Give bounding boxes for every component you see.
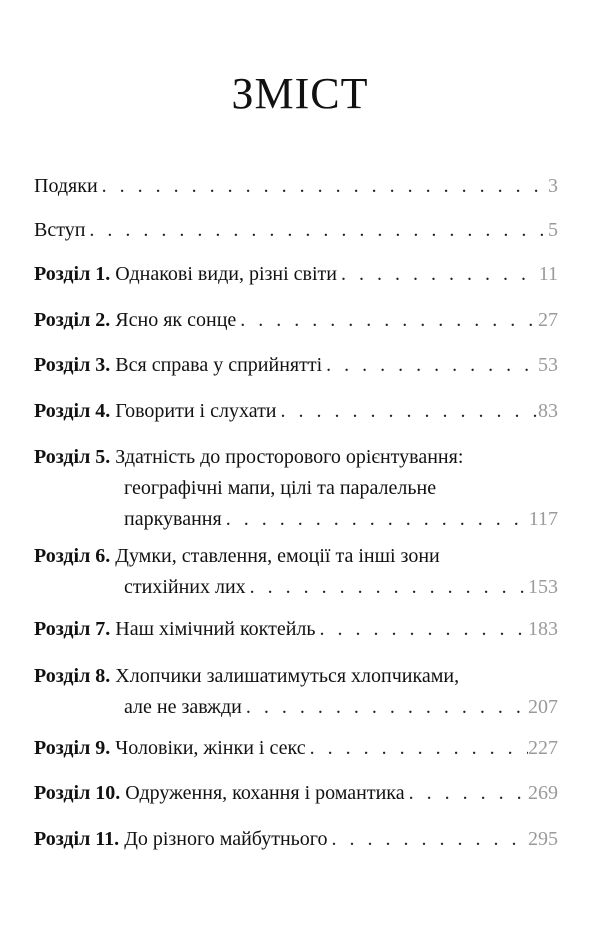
- toc-entry-label: Розділ 8.: [34, 665, 111, 687]
- dot-leader: [98, 171, 548, 202]
- toc-entry-title: Чоловіки, жінки і секс: [115, 737, 306, 759]
- dot-leader: [222, 504, 529, 535]
- dot-leader: [322, 350, 538, 381]
- toc-entry-page: 11: [538, 263, 558, 285]
- toc-entry[interactable]: [34, 661, 558, 723]
- toc-entry[interactable]: [34, 259, 558, 290]
- toc-entry[interactable]: [34, 350, 558, 381]
- toc-entry-page: 207: [528, 696, 558, 718]
- dot-leader: [327, 824, 528, 855]
- toc-entry[interactable]: [34, 778, 558, 809]
- toc-entry-title: Ясно як сонце: [115, 309, 237, 331]
- toc-entry-title: Думки, ставлення, емоції та інші зони: [115, 545, 440, 567]
- toc-entry[interactable]: [34, 614, 558, 645]
- toc-entry-label: Розділ 1.: [34, 263, 111, 285]
- page-title: ЗМІСТ: [231, 69, 369, 118]
- toc-entry-label: Розділ 3.: [34, 354, 111, 376]
- toc-entry[interactable]: [34, 442, 558, 535]
- toc-entry-page: 53: [538, 354, 558, 376]
- dot-leader: [405, 778, 528, 809]
- toc-entry-label: Розділ 9.: [34, 737, 111, 759]
- dot-leader: [337, 259, 539, 290]
- toc-entry[interactable]: [34, 396, 558, 427]
- toc-entry-title: Здатність до просторового орієнтування:: [115, 446, 464, 468]
- toc-entry-page: 27: [538, 309, 558, 331]
- toc-entry-page: 183: [528, 618, 558, 640]
- dot-leader: [306, 733, 528, 764]
- dot-leader: [277, 396, 538, 427]
- toc-entry[interactable]: [34, 305, 558, 336]
- dot-leader: [236, 305, 538, 336]
- toc-entry-title: Вся справа у сприйнятті: [115, 354, 323, 376]
- toc-entry-title: Вступ: [34, 219, 86, 241]
- dot-leader: [85, 215, 548, 246]
- toc-entry-page: 83: [538, 400, 558, 422]
- toc-entry-label: Розділ 2.: [34, 309, 111, 331]
- dot-leader: [242, 692, 528, 723]
- toc-entry-label: Розділ 6.: [34, 545, 111, 567]
- toc-entry-title-cont: стихійних лих: [124, 576, 246, 598]
- toc-entry-label: Розділ 5.: [34, 446, 111, 468]
- toc-entry-page: 153: [528, 576, 558, 598]
- toc-entry-label: Розділ 7.: [34, 618, 111, 640]
- toc-entry-title-cont: але не завжди: [124, 696, 242, 718]
- toc-entry-page: 3: [548, 175, 558, 197]
- toc-entry-title: Наш хімічний коктейль: [115, 618, 316, 640]
- toc-entry-page: 269: [528, 782, 558, 804]
- toc-entry-page: 295: [528, 828, 558, 850]
- toc-entry-label: Розділ 10.: [34, 782, 121, 804]
- toc-entry-title: До різного майбутнього: [124, 828, 328, 850]
- toc-entry-title: Хлопчики залишатимуться хлопчиками,: [115, 665, 460, 687]
- toc-entry-title: Одруження, кохання і романтика: [125, 782, 405, 804]
- dot-leader: [246, 572, 528, 603]
- toc-entry-title-cont: паркування: [124, 508, 222, 530]
- toc-entry[interactable]: [34, 171, 558, 202]
- toc-entry[interactable]: [34, 215, 558, 246]
- toc-entry-title-cont: географічні мапи, цілі та паралельне: [124, 477, 437, 499]
- toc-entry-label: Розділ 4.: [34, 400, 111, 422]
- toc-entry-title: Однакові види, різні світи: [115, 263, 337, 285]
- toc-entry-title: Подяки: [34, 175, 98, 197]
- dot-leader: [316, 614, 528, 645]
- toc-entry-page: 227: [528, 737, 558, 759]
- toc-entry-page: 5: [548, 219, 558, 241]
- toc-entry-label: Розділ 11.: [34, 828, 120, 850]
- toc-entry[interactable]: [34, 733, 558, 764]
- toc-entry[interactable]: [34, 541, 558, 603]
- toc-entry-title: Говорити і слухати: [115, 400, 277, 422]
- toc-entry[interactable]: [34, 824, 558, 855]
- toc-entry-page: 117: [528, 508, 558, 530]
